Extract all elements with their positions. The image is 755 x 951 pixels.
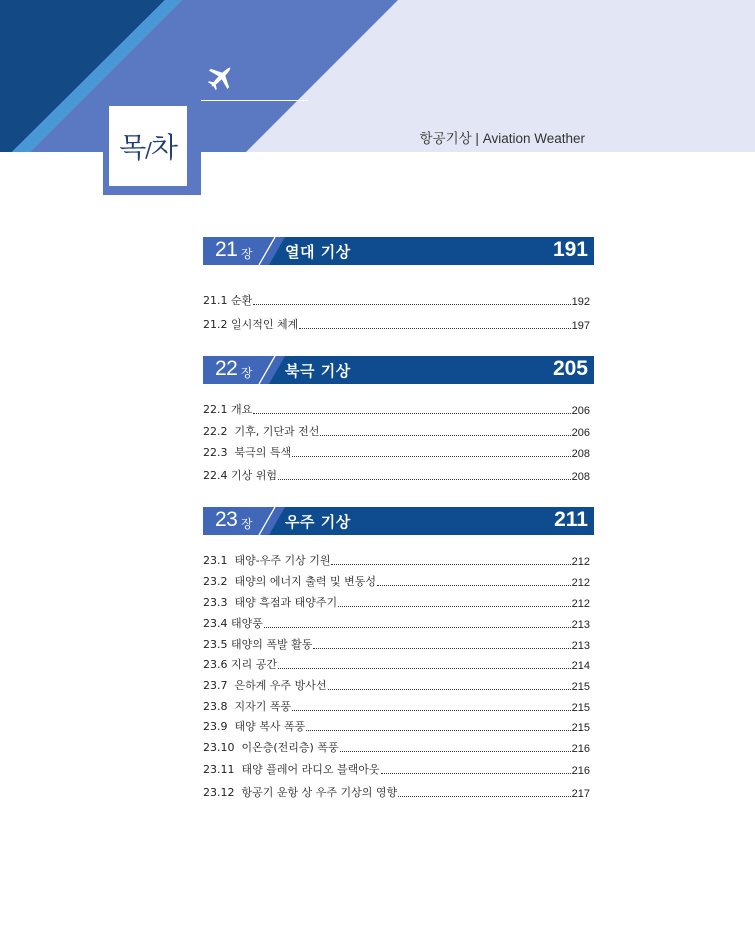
chapter-slash bbox=[257, 356, 285, 384]
chapter-slash bbox=[257, 237, 285, 265]
chapter-title: 열대 기상 bbox=[285, 243, 351, 261]
toc-entry[interactable]: 23.3 태양 흑점과 태양주기 212 bbox=[203, 596, 590, 610]
chapter-number: 22 bbox=[215, 357, 238, 380]
header-rule bbox=[201, 100, 308, 101]
toc-entry[interactable]: 21.2 일시적인 체계 197 bbox=[203, 318, 590, 332]
toc-entry[interactable]: 22.3 북극의 특색 208 bbox=[203, 446, 590, 460]
running-head: 항공기상 | Aviation Weather bbox=[419, 131, 585, 146]
title-box bbox=[109, 106, 187, 186]
chapter-page: 191 bbox=[552, 238, 588, 261]
chapter-22-header[interactable] bbox=[203, 356, 594, 384]
chapter-number: 21 bbox=[215, 238, 238, 261]
chapter-title: 우주 기상 bbox=[285, 513, 351, 531]
chapter-suffix: 장 bbox=[241, 366, 253, 380]
chapter-slash bbox=[257, 507, 285, 535]
page-title: 목/차 bbox=[119, 131, 177, 164]
chapter-page: 205 bbox=[552, 357, 588, 380]
toc-entry[interactable]: 23.5 태양의 폭발 활동 213 bbox=[203, 638, 590, 652]
toc-entry[interactable]: 22.1 개요 206 bbox=[203, 403, 590, 417]
toc-entry[interactable]: 23.10 이온층(전리층) 폭풍 216 bbox=[203, 741, 590, 755]
toc-entry[interactable]: 23.4 태양풍 213 bbox=[203, 617, 590, 631]
chapter-title: 북극 기상 bbox=[285, 362, 351, 380]
chapter-23-header[interactable] bbox=[203, 507, 594, 535]
toc-entry[interactable]: 23.12 항공기 운항 상 우주 기상의 영향 217 bbox=[203, 786, 590, 800]
toc-entry[interactable]: 23.8 지자기 폭풍 215 bbox=[203, 700, 590, 714]
chapter-suffix: 장 bbox=[241, 247, 253, 261]
chapter-suffix: 장 bbox=[241, 517, 253, 531]
chapter-page: 211 bbox=[554, 508, 588, 531]
toc-entry[interactable]: 23.11 태양 플레어 라디오 블랙아웃 216 bbox=[203, 763, 590, 777]
toc-entry[interactable]: 22.2 기후, 기단과 전선 206 bbox=[203, 425, 590, 439]
toc-entry[interactable]: 23.1 태양-우주 기상 기원 212 bbox=[203, 554, 590, 568]
toc-entry[interactable]: 22.4 기상 위험 208 bbox=[203, 469, 590, 483]
airplane-icon bbox=[205, 61, 237, 93]
toc-entry[interactable]: 23.9 태양 복사 폭풍 215 bbox=[203, 720, 590, 734]
chapter-21-header[interactable] bbox=[203, 237, 594, 265]
toc-entry[interactable]: 23.6 지리 공간 214 bbox=[203, 658, 590, 672]
toc-entry[interactable]: 23.7 은하계 우주 방사선 215 bbox=[203, 679, 590, 693]
toc-entry[interactable]: 21.1 순환 192 bbox=[203, 294, 590, 308]
chapter-number: 23 bbox=[215, 508, 238, 531]
toc-entry[interactable]: 23.2 태양의 에너지 출력 및 변동성 212 bbox=[203, 575, 590, 589]
